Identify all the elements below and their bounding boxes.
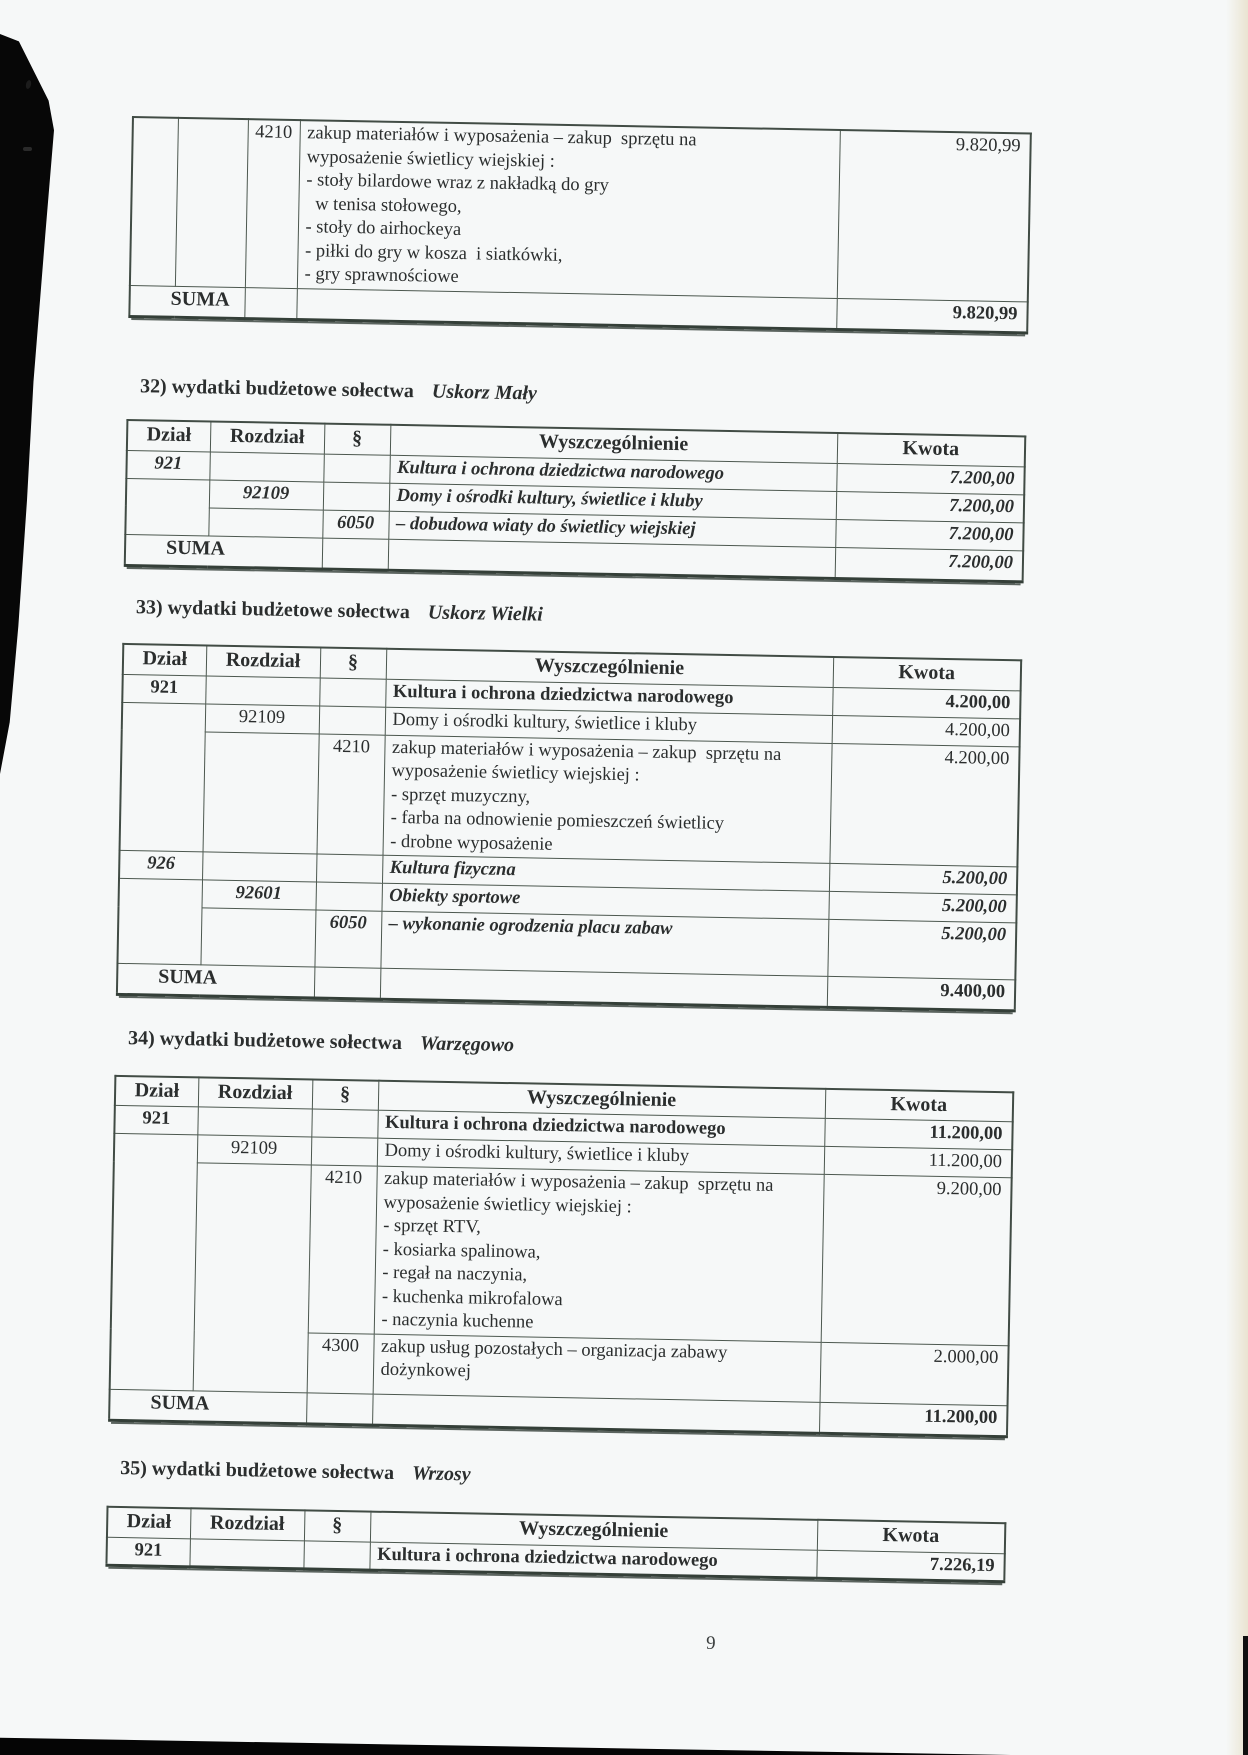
- cell-paragraf: 4210: [245, 119, 300, 288]
- cell-paragraf: 6050: [314, 910, 381, 968]
- cell-kwota: 5.200,00: [828, 891, 1016, 922]
- section-title: wydatki budżetowe sołectwa: [159, 1027, 403, 1055]
- description-line: zakup materiałów i wyposażenia – zakup sprzętu na: [383, 1168, 774, 1196]
- cell-paragraf-empty: [306, 1392, 373, 1424]
- cell-dzial: 921: [126, 450, 209, 480]
- col-header-wyszczegolnienie: Wyszczególnienie: [390, 425, 837, 463]
- description-line: wyposażenie świetlicy wiejskiej :: [383, 1192, 632, 1217]
- description-line: - piłki do gry w kosza i siatkówki,: [304, 240, 563, 266]
- description-line: - farba na odnowienie pomieszczeń świetlicy: [390, 807, 725, 834]
- section-number: 32): [139, 374, 167, 398]
- cell-description: Domy i ośrodki kultury, świetlice i kluby: [385, 707, 832, 743]
- col-header-dzial: Dział: [123, 644, 207, 676]
- cell-description: – wykonanie ogrodzenia placu zabaw: [380, 911, 828, 976]
- section-village-name: Warzęgowo: [419, 1032, 515, 1057]
- suma-kwota: 9.400,00: [827, 976, 1016, 1010]
- cell-description: – dobudowa wiaty do świetlicy wiejskiej: [388, 511, 835, 547]
- cell-kwota: 5.200,00: [829, 863, 1017, 894]
- section-heading: [127, 374, 1027, 414]
- col-header-kwota: Kwota: [833, 657, 1022, 690]
- section-village-name: Wrzosy: [411, 1461, 471, 1485]
- cell-dzial-empty: [130, 117, 178, 286]
- cell-kwota: 4.200,00: [829, 743, 1019, 867]
- cell-paragraf: 4210: [308, 1165, 377, 1334]
- col-header-wyszczegolnienie: Wyszczególnienie: [370, 1512, 817, 1550]
- description-line: - kuchenka mikrofalowa: [381, 1286, 563, 1310]
- cell-dzial-empty: [125, 478, 209, 536]
- cell-paragraf-empty: [311, 1109, 378, 1138]
- cell-paragraf: 6050: [322, 510, 389, 539]
- cell-description: Kultura i ochrona dziedzictwa narodowego: [385, 679, 832, 715]
- scan-artifact-left-bar: [0, 34, 54, 774]
- scan-artifact-right-sliver: [1243, 1636, 1248, 1755]
- suma-label: SUMA: [129, 285, 245, 318]
- description-line: - drobne wyposażenie: [390, 831, 553, 855]
- cell-dzial-empty: [120, 702, 206, 852]
- cell-dzial-empty: [110, 1133, 198, 1390]
- cell-dzial-empty: [117, 878, 202, 965]
- cell-description: [382, 735, 831, 864]
- cell-rozdzial-empty: [209, 451, 323, 481]
- cell-paragraf-empty: [322, 538, 389, 570]
- cell-rozdzial-empty: [189, 1538, 303, 1568]
- section-heading: [123, 595, 1023, 635]
- cell-rozdzial-empty: [203, 731, 319, 854]
- cell-kwota: 7.200,00: [836, 463, 1024, 494]
- cell-description: Domy i ośrodki kultury, świetlice i kluby: [377, 1138, 824, 1174]
- cell-paragraf-empty: [314, 967, 381, 999]
- table-row: [130, 117, 1031, 301]
- cell-rozdzial-empty: [193, 1163, 311, 1393]
- col-header-rozdzial: Rozdział: [198, 1077, 313, 1109]
- cell-description: Kultura fizyczna: [382, 855, 829, 891]
- cell-kwota: 11.200,00: [824, 1118, 1012, 1149]
- budget-table: [124, 419, 1027, 583]
- description-line: wyposażenie świetlicy wiejskiej :: [306, 146, 556, 172]
- cell-rozdzial-empty: [197, 1107, 311, 1137]
- cell-description: Kultura i ochrona dziedzictwa narodowego: [389, 455, 836, 491]
- cell-description: [374, 1166, 824, 1342]
- cell-paragraf: 4300: [307, 1332, 374, 1393]
- cell-rozdzial: 92109: [209, 479, 323, 509]
- suma-label: SUMA: [125, 534, 323, 569]
- col-header-dzial: Dział: [107, 1507, 191, 1539]
- budget-table: [116, 643, 1022, 1012]
- description-line: - stoły bilardowe wraz z nakładką do gry: [306, 170, 610, 196]
- cell-rozdzial-empty: [208, 507, 322, 537]
- section-number: 34): [127, 1027, 155, 1050]
- budget-table-continuation: [128, 116, 1032, 334]
- col-header-paragraf: §: [312, 1079, 379, 1110]
- col-header-dzial: Dział: [115, 1075, 199, 1107]
- description-line: zakup materiałów i wyposażenia – zakup sprzętu na: [391, 737, 782, 765]
- cell-paragraf-empty: [316, 854, 383, 883]
- description-line: zakup usług pozostałych – organizacja zabawy: [380, 1336, 728, 1363]
- suma-label: SUMA: [109, 1389, 307, 1424]
- cell-description: [297, 120, 840, 298]
- cell-rozdzial-empty: [205, 675, 319, 705]
- suma-label: SUMA: [117, 963, 315, 998]
- cell-kwota: 9.200,00: [821, 1174, 1012, 1345]
- col-header-kwota: Kwota: [817, 1520, 1006, 1553]
- col-header-wyszczegolnienie: Wyszczególnienie: [378, 1080, 825, 1118]
- cell-kwota: 2.000,00: [820, 1342, 1009, 1405]
- document-content: [104, 116, 1032, 1660]
- budget-table: [105, 1506, 1006, 1583]
- cell-paragraf-empty: [319, 678, 386, 707]
- cell-dzial: 921: [114, 1105, 197, 1135]
- cell-description: Kultura i ochrona dziedzictwa narodowego: [377, 1110, 824, 1146]
- col-header-rozdzial: Rozdział: [210, 421, 325, 453]
- cell-paragraf-empty: [323, 454, 390, 483]
- cell-kwota: 4.200,00: [832, 715, 1020, 746]
- col-header-kwota: Kwota: [825, 1088, 1014, 1121]
- description-line: w tenisa stołowego,: [305, 193, 462, 217]
- section-title: wydatki budżetowe sołectwa: [151, 1457, 395, 1484]
- cell-paragraf: 4210: [317, 734, 385, 856]
- cell-dzial: 921: [122, 674, 205, 704]
- col-header-paragraf: §: [320, 648, 387, 679]
- description-line: - kosiarka spalinowa,: [382, 1239, 541, 1263]
- table-row: [111, 1161, 1012, 1345]
- cell-rozdzial: 92109: [197, 1135, 311, 1165]
- suma-kwota: 9.820,99: [836, 298, 1028, 332]
- cell-paragraf-empty: [244, 287, 297, 319]
- col-header-kwota: Kwota: [837, 433, 1026, 466]
- description-line: - stoły do airhockeya: [305, 217, 462, 241]
- cell-rozdzial-empty: [175, 118, 248, 287]
- section-village-name: Uskorz Mały: [431, 380, 538, 404]
- col-header-paragraf: §: [304, 1510, 371, 1541]
- cell-kwota: 4.200,00: [832, 687, 1020, 718]
- cell-paragraf-empty: [319, 706, 386, 735]
- description-line: - naczynia kuchenne: [381, 1309, 534, 1333]
- scan-artifact-bottom-bar: [0, 1731, 1248, 1755]
- col-header-paragraf: §: [324, 424, 391, 455]
- table-row: [120, 730, 1020, 867]
- col-header-rozdzial: Rozdział: [190, 1508, 305, 1540]
- cell-paragraf-empty: [323, 482, 390, 511]
- description-line: zakup materiałów i wyposażenia – zakup sprzętu na: [307, 123, 697, 151]
- cell-kwota: 9.820,99: [837, 130, 1031, 301]
- suma-kwota: 11.200,00: [819, 1402, 1008, 1436]
- col-header-dzial: Dział: [127, 420, 211, 452]
- scan-edge-shadow: [1226, 0, 1248, 1755]
- description-line: - sprzęt muzyczny,: [390, 784, 531, 807]
- cell-kwota: 7.200,00: [836, 491, 1024, 522]
- description-line: - gry sprawnościowe: [304, 264, 459, 288]
- section-heading: [115, 1027, 1015, 1067]
- col-header-wyszczegolnienie: Wyszczególnienie: [386, 649, 833, 687]
- description-line: - sprzęt RTV,: [383, 1215, 482, 1238]
- cell-description: Kultura i ochrona dziedzictwa narodowego: [369, 1542, 816, 1578]
- cell-paragraf-empty: [303, 1540, 370, 1569]
- budget-table: [108, 1074, 1014, 1437]
- cell-paragraf-empty: [311, 1137, 378, 1166]
- section-title: wydatki budżetowe sołectwa: [167, 596, 411, 623]
- description-line: - regał na naczynia,: [382, 1262, 528, 1286]
- cell-kwota: 7.226,19: [816, 1550, 1004, 1581]
- cell-kwota: 11.200,00: [824, 1146, 1012, 1177]
- cell-rozdzial-empty: [202, 852, 316, 882]
- section-heading: [107, 1456, 1007, 1496]
- cell-description: Obiekty sportowe: [381, 883, 828, 919]
- cell-description: Domy i ośrodki kultury, świetlice i kluby: [389, 483, 836, 519]
- suma-kwota: 7.200,00: [835, 547, 1024, 581]
- section-number: 35): [120, 1456, 148, 1479]
- description-line: wyposażenie świetlicy wiejskiej :: [391, 760, 640, 786]
- cell-dzial: 921: [106, 1537, 189, 1567]
- cell-rozdzial: 92109: [205, 703, 319, 733]
- section-village-name: Uskorz Wielki: [427, 601, 544, 626]
- scan-speck: [23, 147, 32, 151]
- description-line: dożynkowej: [380, 1359, 472, 1382]
- cell-paragraf-empty: [315, 882, 382, 911]
- cell-kwota: 5.200,00: [827, 919, 1016, 979]
- section-title: wydatki budżetowe sołectwa: [171, 375, 415, 402]
- page-number: 9: [705, 1632, 716, 1654]
- section-number: 33): [135, 595, 163, 619]
- cell-rozdzial-empty: [200, 908, 315, 967]
- col-header-rozdzial: Rozdział: [206, 645, 321, 677]
- cell-description: [373, 1334, 821, 1402]
- cell-rozdzial: 92601: [202, 880, 316, 910]
- cell-dzial: 926: [119, 850, 202, 880]
- cell-kwota: 7.200,00: [835, 519, 1023, 550]
